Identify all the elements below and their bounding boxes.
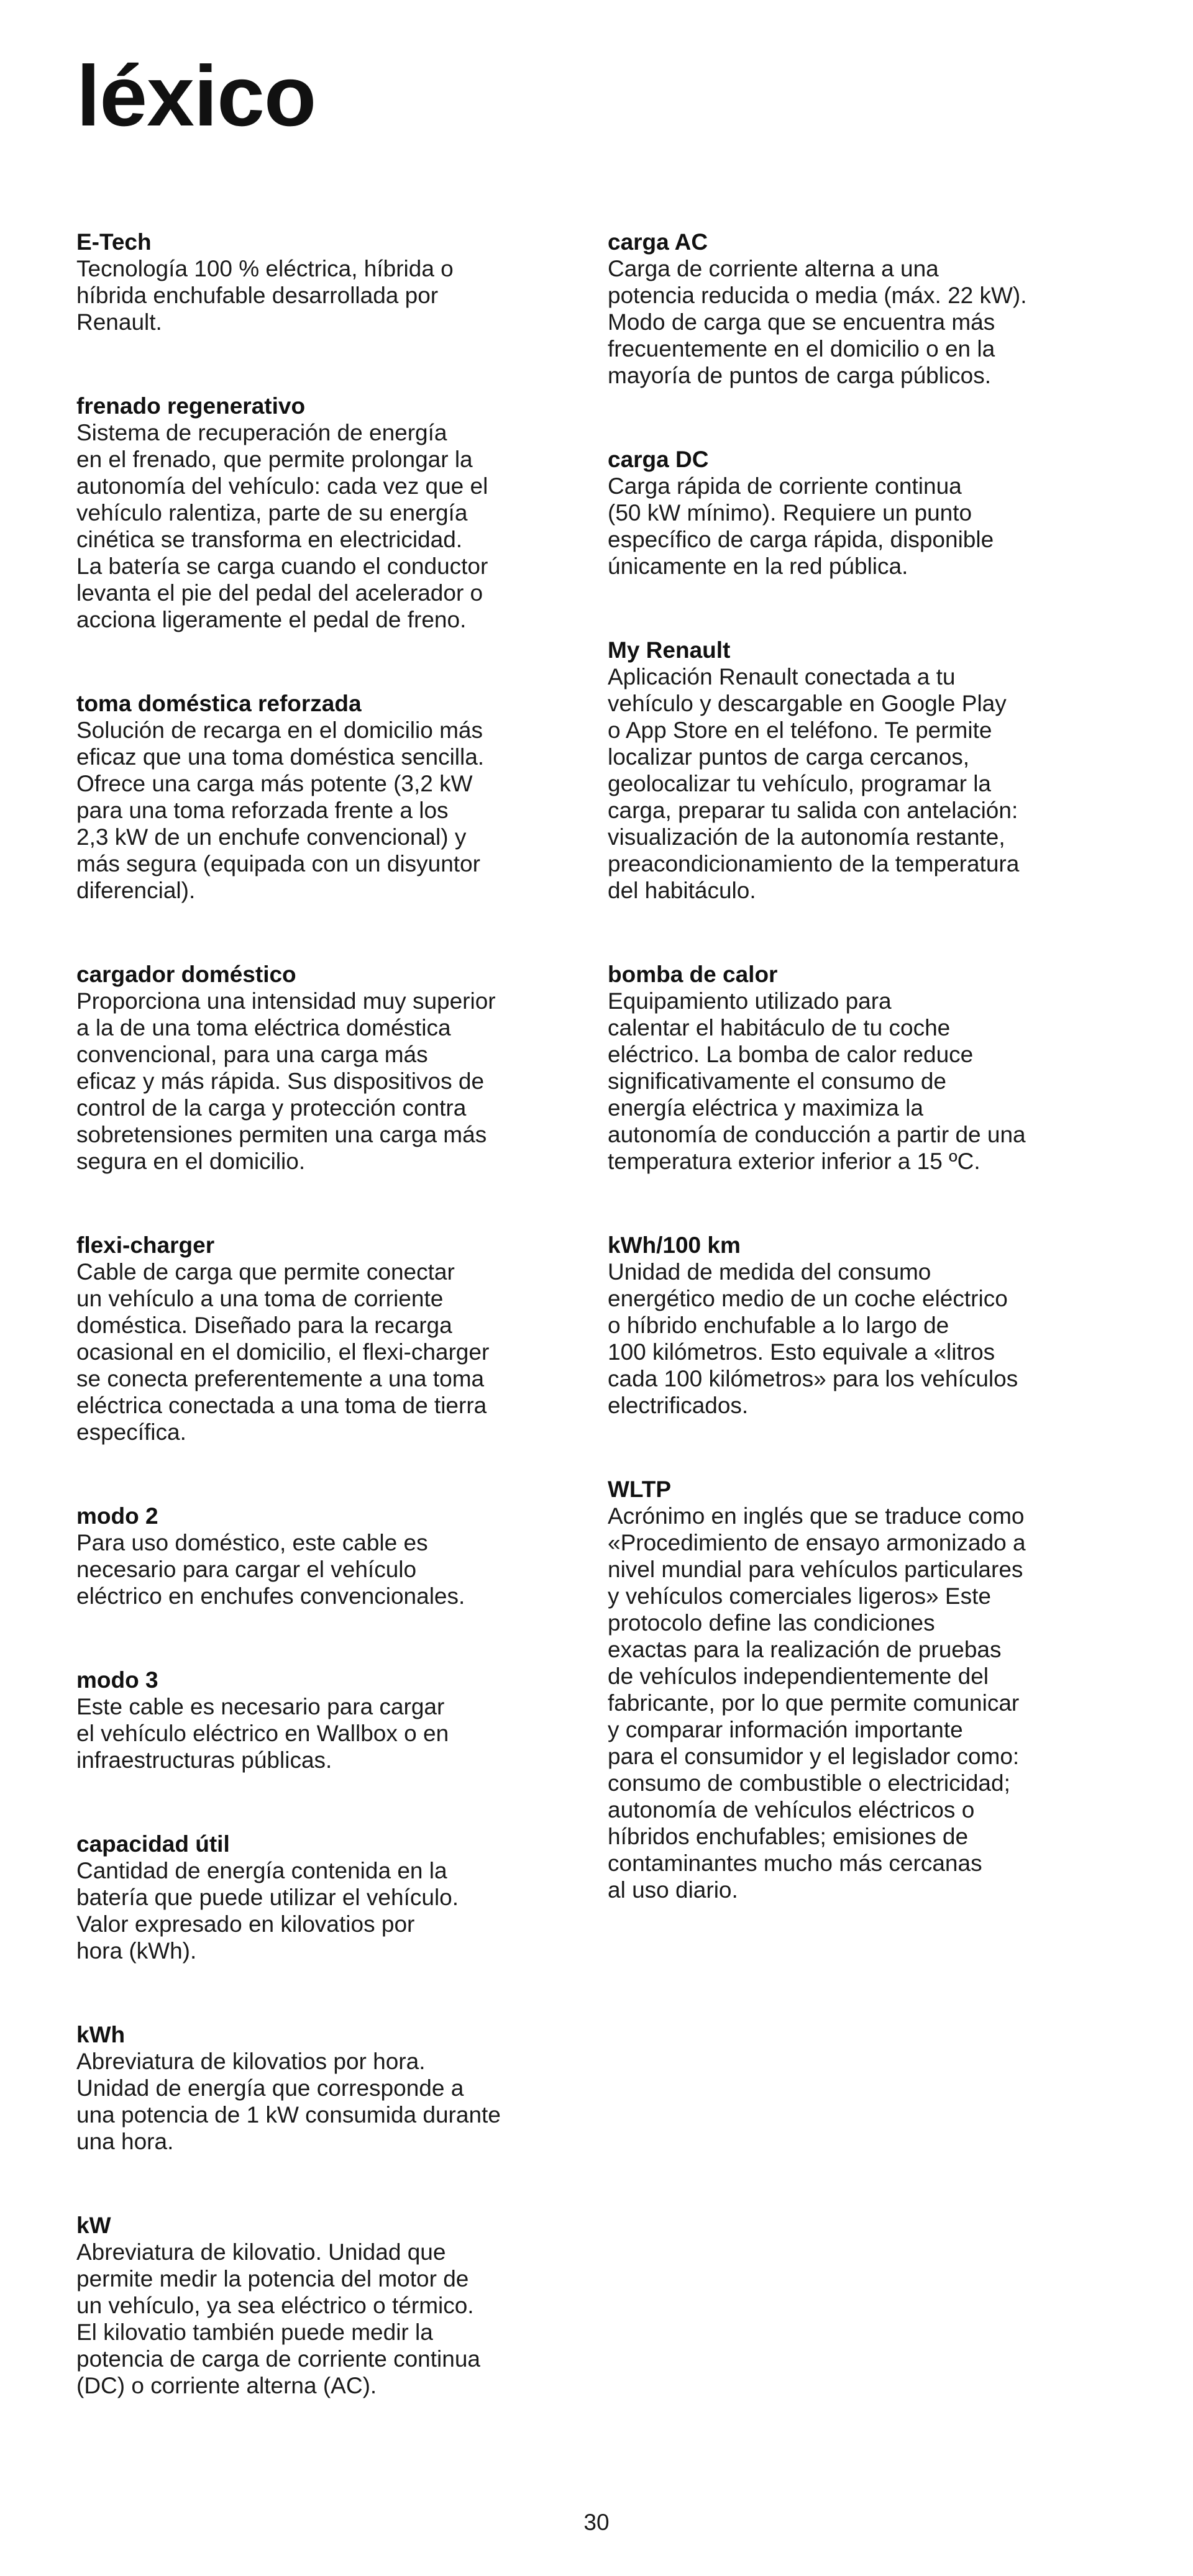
glossary-definition: Solución de recarga en el domicilio más eficaz que una toma doméstica sencilla. Ofrece una carga más potente (3,2 kW para una toma reforzada frente a los 2,3 kW de un enchufe convencional) y más segura (equipada con un disyuntor diferencial). (76, 717, 485, 903)
glossary-term: bomba de calor (608, 962, 778, 987)
glossary-definition: Carga de corriente alterna a una potencia reducida o media (máx. 22 kW). Modo de carga que se encuentra más frecuentemente en el domicilio o en la mayoría de puntos de carga públicos. (608, 256, 1027, 388)
glossary-entry-flexi-charger (76, 1232, 592, 1445)
glossary-entry-capacidad-util (76, 1831, 592, 1964)
glossary-term: WLTP (608, 1477, 672, 1502)
glossary-entry-e-tech (76, 229, 592, 335)
glossary-entry-kwh (76, 2021, 592, 2155)
glossary-definition: Para uso doméstico, este cable es necesario para cargar el vehículo eléctrico en enchufes convencionales. (76, 1530, 465, 1609)
glossary-entry-wltp (608, 1476, 1123, 1903)
glossary-term: kWh/100 km (608, 1232, 741, 1258)
glossary-entry-my-renault (608, 637, 1123, 904)
glossary-definition: Proporciona una intensidad muy superior a la de una toma eléctrica doméstica convencional, para una carga más eficaz y más rápida. Sus dispositivos de control de la carga y protección contra sobretensiones permiten una carga más segura en el domicilio. (76, 988, 496, 1174)
glossary-definition: Aplicación Renault conectada a tu vehículo y descargable en Google Play o App Store en el teléfono. Te permite localizar puntos de carga cercanos, geolocalizar tu vehículo, programar la carga, preparar tu salida con antelación: visualización de la autonomía restante, preacondicionamiento de la temperatura del habitáculo. (608, 664, 1020, 903)
glossary-definition: Sistema de recuperación de energía en el frenado, que permite prolongar la autonomía del vehículo: cada vez que el vehículo ralentiza, parte de su energía cinética se transforma en electricidad. La batería se carga cuando el conductor levanta el pie del pedal del acelerador o acciona ligeramente el pedal de freno. (76, 420, 488, 632)
glossary-definition: Acrónimo en inglés que se traduce como «Procedimiento de ensayo armonizado a nivel mundial para vehículos particulares y vehículos comerciales ligeros» Este protocolo define las condiciones exactas para la realización de pruebas de vehículos independientemente del fabricante, por lo que permite comunicar y comparar información importante para el consumidor y el legislador como: consumo de combustible o electricidad; autonomía de vehículos eléctricos o híbridos enchufables; emisiones de contaminantes mucho más cercanas al uso diario. (608, 1503, 1026, 1903)
glossary-definition: Este cable es necesario para cargar el vehículo eléctrico en Wallbox o en infraestructuras públicas. (76, 1694, 449, 1773)
glossary-term: modo 2 (76, 1503, 158, 1529)
glossary-right-column (608, 229, 1123, 1960)
glossary-term: capacidad útil (76, 1831, 230, 1857)
glossary-definition: Unidad de medida del consumo energético medio de un coche eléctrico o híbrido enchufable a lo largo de 100 kilómetros. Esto equivale a «litros cada 100 kilómetros» para los vehículos electrificados. (608, 1259, 1018, 1418)
glossary-term: modo 3 (76, 1667, 158, 1693)
glossary-entry-modo-3 (76, 1667, 592, 1773)
glossary-definition: Cable de carga que permite conectar un vehículo a una toma de corriente doméstica. Diseñado para la recarga ocasional en el domicilio, el flexi-charger se conecta preferentemente a una toma eléctrica conectada a una toma de tierra específica. (76, 1259, 490, 1445)
glossary-term: cargador doméstico (76, 962, 296, 987)
glossary-definition: Abreviatura de kilovatio. Unidad que permite medir la potencia del motor de un vehículo, ya sea eléctrico o térmico. El kilovatio también puede medir la potencia de carga de corriente continua (DC) o corriente alterna (AC). (76, 2239, 480, 2398)
glossary-entry-modo-2 (76, 1503, 592, 1609)
glossary-left-column (76, 229, 592, 2456)
glossary-entry-carga-dc (608, 446, 1123, 580)
glossary-entry-kwh-100-km (608, 1232, 1123, 1419)
glossary-term: frenado regenerativo (76, 393, 306, 419)
glossary-term: flexi-charger (76, 1232, 215, 1258)
glossary-entry-carga-ac (608, 229, 1123, 389)
glossary-definition: Abreviatura de kilovatios por hora. Unidad de energía que corresponde a una potencia de 1 kW consumida durante una hora. (76, 2049, 501, 2154)
glossary-term: E-Tech (76, 229, 152, 255)
glossary-entry-toma-domestica-reforzada (76, 690, 592, 904)
glossary-entry-frenado-regenerativo (76, 393, 592, 633)
glossary-definition: Carga rápida de corriente continua (50 kW mínimo). Requiere un punto específico de carga rápida, disponible únicamente en la red pública. (608, 473, 994, 579)
glossary-definition: Cantidad de energía contenida en la batería que puede utilizar el vehículo. Valor expresado en kilovatios por hora (kWh). (76, 1858, 459, 1964)
glossary-term: kWh (76, 2022, 126, 2047)
glossary-term: carga AC (608, 229, 708, 255)
glossary-definition: Equipamiento utilizado para calentar el habitáculo de tu coche eléctrico. La bomba de calor reduce significativamente el consumo de energía eléctrica y maximiza la autonomía de conducción a partir de una temperatura exterior inferior a 15 ºC. (608, 988, 1026, 1174)
glossary-definition: Tecnología 100 % eléctrica, híbrida o híbrida enchufable desarrollada por Renault. (76, 256, 454, 335)
glossary-term: kW (76, 2213, 111, 2238)
page-title: léxico (76, 48, 316, 144)
glossary-entry-bomba-de-calor (608, 961, 1123, 1175)
page-number: 30 (583, 2510, 610, 2535)
glossary-term: toma doméstica reforzada (76, 691, 362, 716)
glossary-term: My Renault (608, 637, 731, 663)
glossary-entry-cargador-domestico (76, 961, 592, 1175)
glossary-term: carga DC (608, 447, 709, 472)
glossary-entry-kw (76, 2212, 592, 2399)
